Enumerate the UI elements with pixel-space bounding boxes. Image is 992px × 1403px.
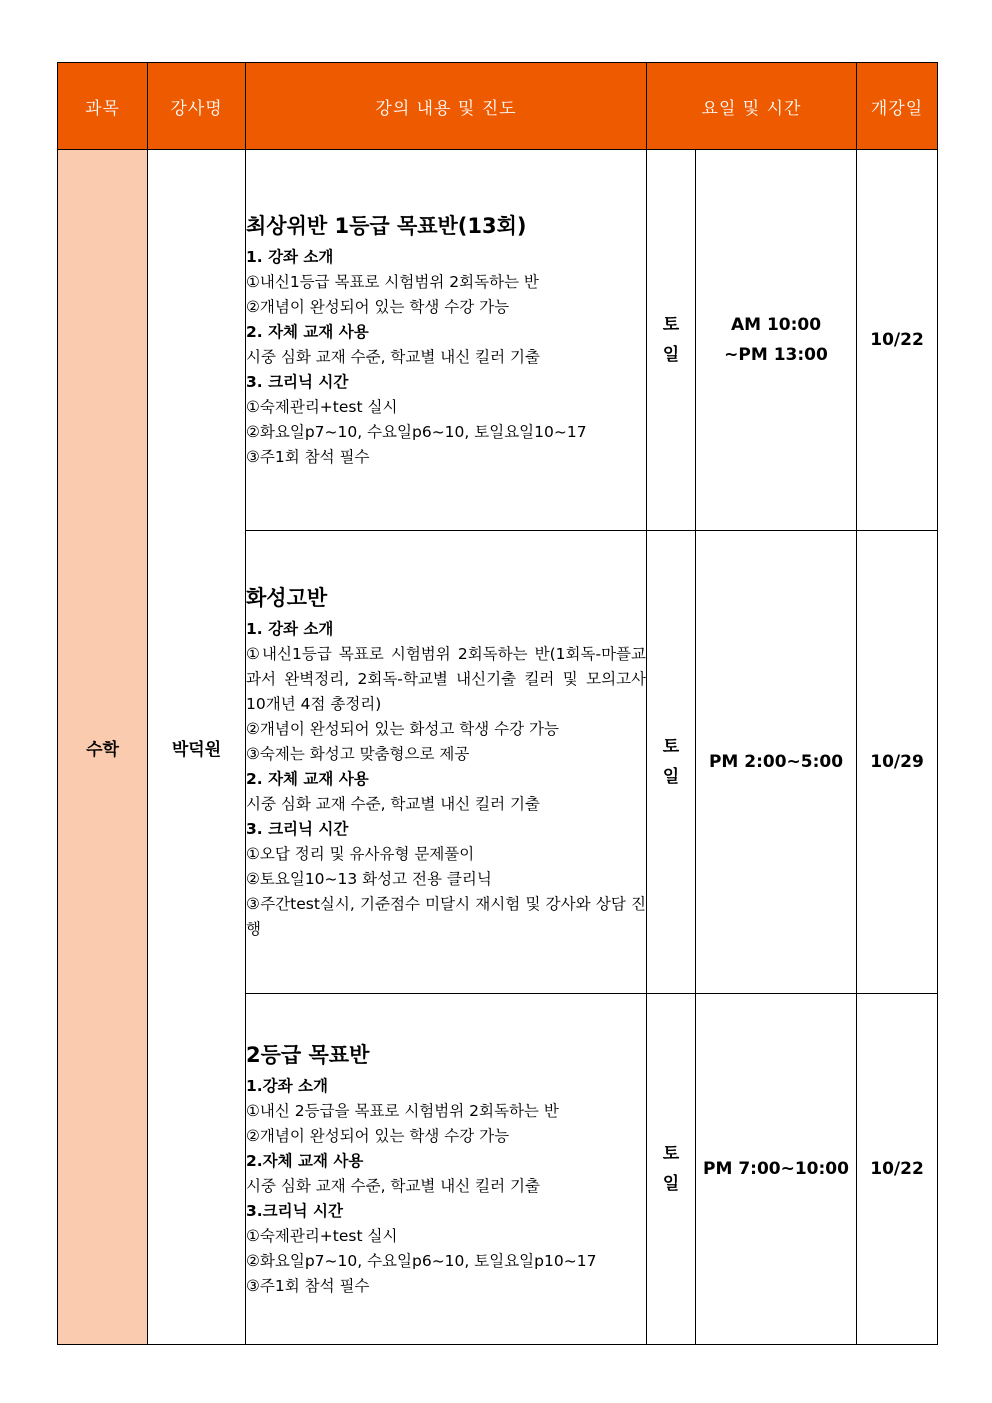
schedule-table xyxy=(57,62,938,1345)
content-line: 3. 크리닉 시간 xyxy=(246,819,349,838)
content-line: 3.크리닉 시간 xyxy=(246,1201,343,1220)
day-cell xyxy=(647,994,696,1345)
day-cell xyxy=(647,531,696,994)
day-sunday: 일 xyxy=(662,767,680,787)
content-line: 1. 강좌 소개 xyxy=(246,247,334,266)
content-line: ②개념이 완성되어 있는 학생 수강 가능 xyxy=(246,1126,510,1145)
content-line: ③숙제는 화성고 맞춤형으로 제공 xyxy=(246,744,470,763)
time-cell xyxy=(696,531,857,994)
content-line: 2. 자체 교재 사용 xyxy=(246,769,369,788)
content-line: 3. 크리닉 시간 xyxy=(246,372,349,391)
subject-cell: 수학 xyxy=(58,150,148,1345)
day-saturday: 토 xyxy=(662,1144,680,1164)
content-line: 2. 자체 교재 사용 xyxy=(246,322,369,341)
time-end: ~PM 13:00 xyxy=(724,345,828,365)
header-schedule: 요일 및 시간 xyxy=(647,63,857,150)
content-line: ①오답 정리 및 유사유형 문제풀이 xyxy=(246,844,475,863)
start-date-cell: 10/22 xyxy=(857,994,938,1345)
time-range: PM 7:00~10:00 xyxy=(703,1159,849,1179)
content-line: ①내신 2등급을 목표로 시험범위 2회독하는 반 xyxy=(246,1101,559,1120)
course-title: 2등급 목표반 xyxy=(246,1042,370,1067)
content-line: 시중 심화 교재 수준, 학교별 내신 킬러 기출 xyxy=(246,1176,540,1195)
content-line: ①숙제관리+test 실시 xyxy=(246,1226,398,1245)
day-cell xyxy=(647,150,696,531)
course-title: 최상위반 1등급 목표반(13회) xyxy=(246,213,527,238)
content-line: ①내신1등급 목표로 시험범위 2회독하는 반(1회독-마플교과서 완벽정리, 2회독-학교별 내신기출 킬러 및 모의고사 10개년 4점 총정리) xyxy=(246,644,646,713)
start-date-cell: 10/29 xyxy=(857,531,938,994)
header-content: 강의 내용 및 진도 xyxy=(246,63,647,150)
course-content xyxy=(246,994,647,1345)
header-teacher: 강사명 xyxy=(148,63,246,150)
day-sunday: 일 xyxy=(662,1174,680,1194)
start-date-cell: 10/22 xyxy=(857,150,938,531)
content-line: 1.강좌 소개 xyxy=(246,1076,328,1095)
content-line: ②토요일10~13 화성고 전용 클리닉 xyxy=(246,869,492,888)
content-line: 2.자체 교재 사용 xyxy=(246,1151,364,1170)
time-start: AM 10:00 xyxy=(730,315,822,335)
content-line: ①숙제관리+test 실시 xyxy=(246,397,398,416)
day-saturday: 토 xyxy=(662,737,680,757)
content-line: ②화요일p7~10, 수요일p6~10, 토일요일10~17 xyxy=(246,422,587,441)
course-row xyxy=(58,150,938,531)
header-row xyxy=(58,63,938,150)
content-line: ③주1회 참석 필수 xyxy=(246,1276,370,1295)
course-content xyxy=(246,531,647,994)
time-cell xyxy=(696,150,857,531)
content-line: 시중 심화 교재 수준, 학교별 내신 킬러 기출 xyxy=(246,347,540,366)
teacher-cell: 박덕원 xyxy=(148,150,246,1345)
content-line: ②화요일p7~10, 수요일p6~10, 토일요일p10~17 xyxy=(246,1251,597,1270)
day-sunday: 일 xyxy=(662,345,680,365)
content-line: 시중 심화 교재 수준, 학교별 내신 킬러 기출 xyxy=(246,794,540,813)
time-cell xyxy=(696,994,857,1345)
time-range: PM 2:00~5:00 xyxy=(708,752,844,772)
course-title: 화성고반 xyxy=(246,585,328,610)
content-line: 1. 강좌 소개 xyxy=(246,619,334,638)
day-saturday: 토 xyxy=(662,315,680,335)
content-line: ②개념이 완성되어 있는 화성고 학생 수강 가능 xyxy=(246,719,559,738)
content-line: ③주간test실시, 기준점수 미달시 재시험 및 강사와 상담 진행 xyxy=(246,894,646,938)
content-line: ②개념이 완성되어 있는 학생 수강 가능 xyxy=(246,297,510,316)
header-start-date: 개강일 xyxy=(857,63,938,150)
content-line: ③주1회 참석 필수 xyxy=(246,447,370,466)
content-line: ①내신1등급 목표로 시험범위 2회독하는 반 xyxy=(246,272,539,291)
course-content xyxy=(246,150,647,531)
header-subject: 과목 xyxy=(58,63,148,150)
